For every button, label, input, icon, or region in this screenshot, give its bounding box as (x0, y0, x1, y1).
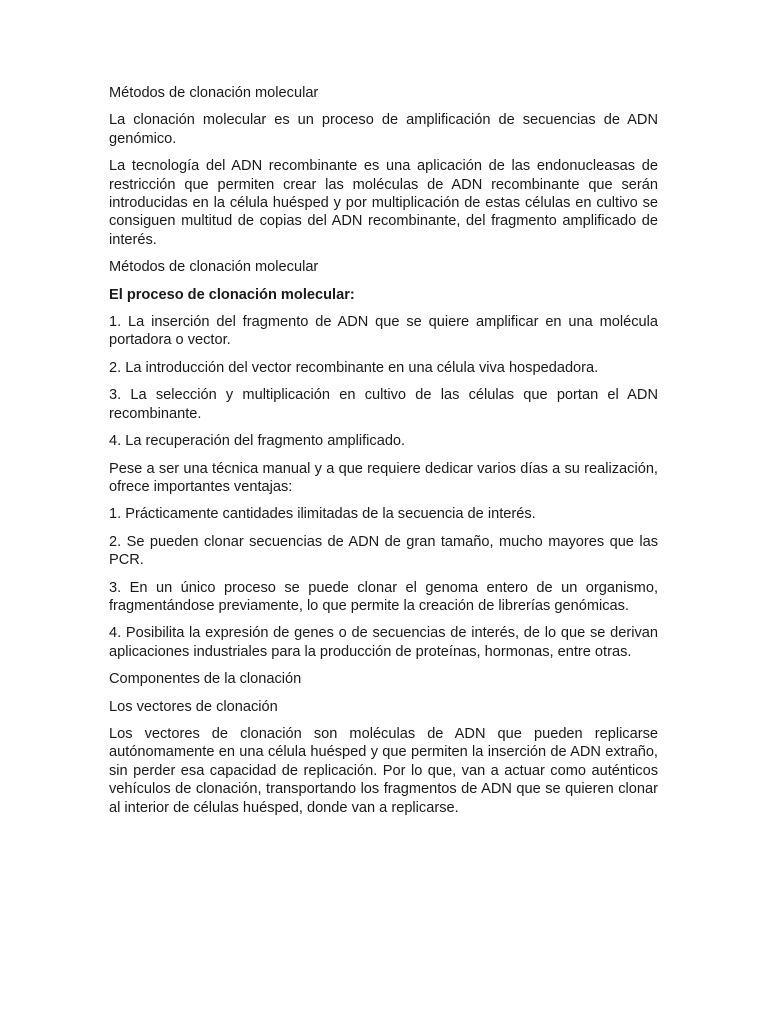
section-heading: Componentes de la clonación (109, 671, 302, 688)
subsection-heading: Los vectores de clonación (109, 698, 278, 715)
list-item: 1. La inserción del fragmento de ADN que se quiere amplificar en una molécula portadora o vector. (109, 314, 658, 349)
section-heading: Métodos de clonación molecular (109, 259, 319, 276)
paragraph: La clonación molecular es un proceso de amplificación de secuencias de ADN genómico. (109, 112, 658, 147)
list-item: 2. La introducción del vector recombinante en una célula viva hospedadora. (109, 359, 599, 376)
paragraph: La tecnología del ADN recombinante es una aplicación de las endonucleasas de restricción que permiten crear las moléculas de ADN recombinante que serán introducidas en la célula huésped y por multiplicación de estas células en cultivo se consiguen multitud de copias del ADN recombinante, del fragmento amplificado de interés. (109, 158, 658, 248)
list-item: 3. La selección y multiplicación en cultivo de las células que portan el ADN recombinante. (109, 387, 658, 422)
paragraph: Los vectores de clonación son moléculas de ADN que pueden replicarse autónomamente en una célula huésped y que permiten la inserción de ADN extraño, sin perder esa capacidad de replicación. Por lo que, van a actuar como auténticos vehículos de clonación, transportando los fragmentos de ADN que se quieren clonar al interior de células huésped, donde van a replicarse. (109, 725, 658, 816)
paragraph: Pese a ser una técnica manual y a que requiere dedicar varios días a su realización, ofrece importantes ventajas: (109, 460, 658, 495)
list-item: 4. La recuperación del fragmento amplificado. (109, 433, 406, 450)
page-heading: Métodos de clonación molecular (109, 85, 319, 101)
list-item: 2. Se pueden clonar secuencias de ADN de gran tamaño, mucho mayores que las PCR. (109, 533, 658, 569)
list-item: 4. Posibilita la expresión de genes o de secuencias de interés, de lo que se derivan aplicaciones industriales para la producción de proteínas, hormonas, entre otras. (109, 625, 658, 660)
list-item: 1. Prácticamente cantidades ilimitadas de la secuencia de interés. (109, 506, 536, 523)
list-item: 3. En un único proceso se puede clonar el genoma entero de un organismo, fragmentándose previamente, lo que permite la creación de librerías genómicas. (109, 579, 658, 614)
bold-heading: El proceso de clonación molecular: (109, 286, 355, 303)
